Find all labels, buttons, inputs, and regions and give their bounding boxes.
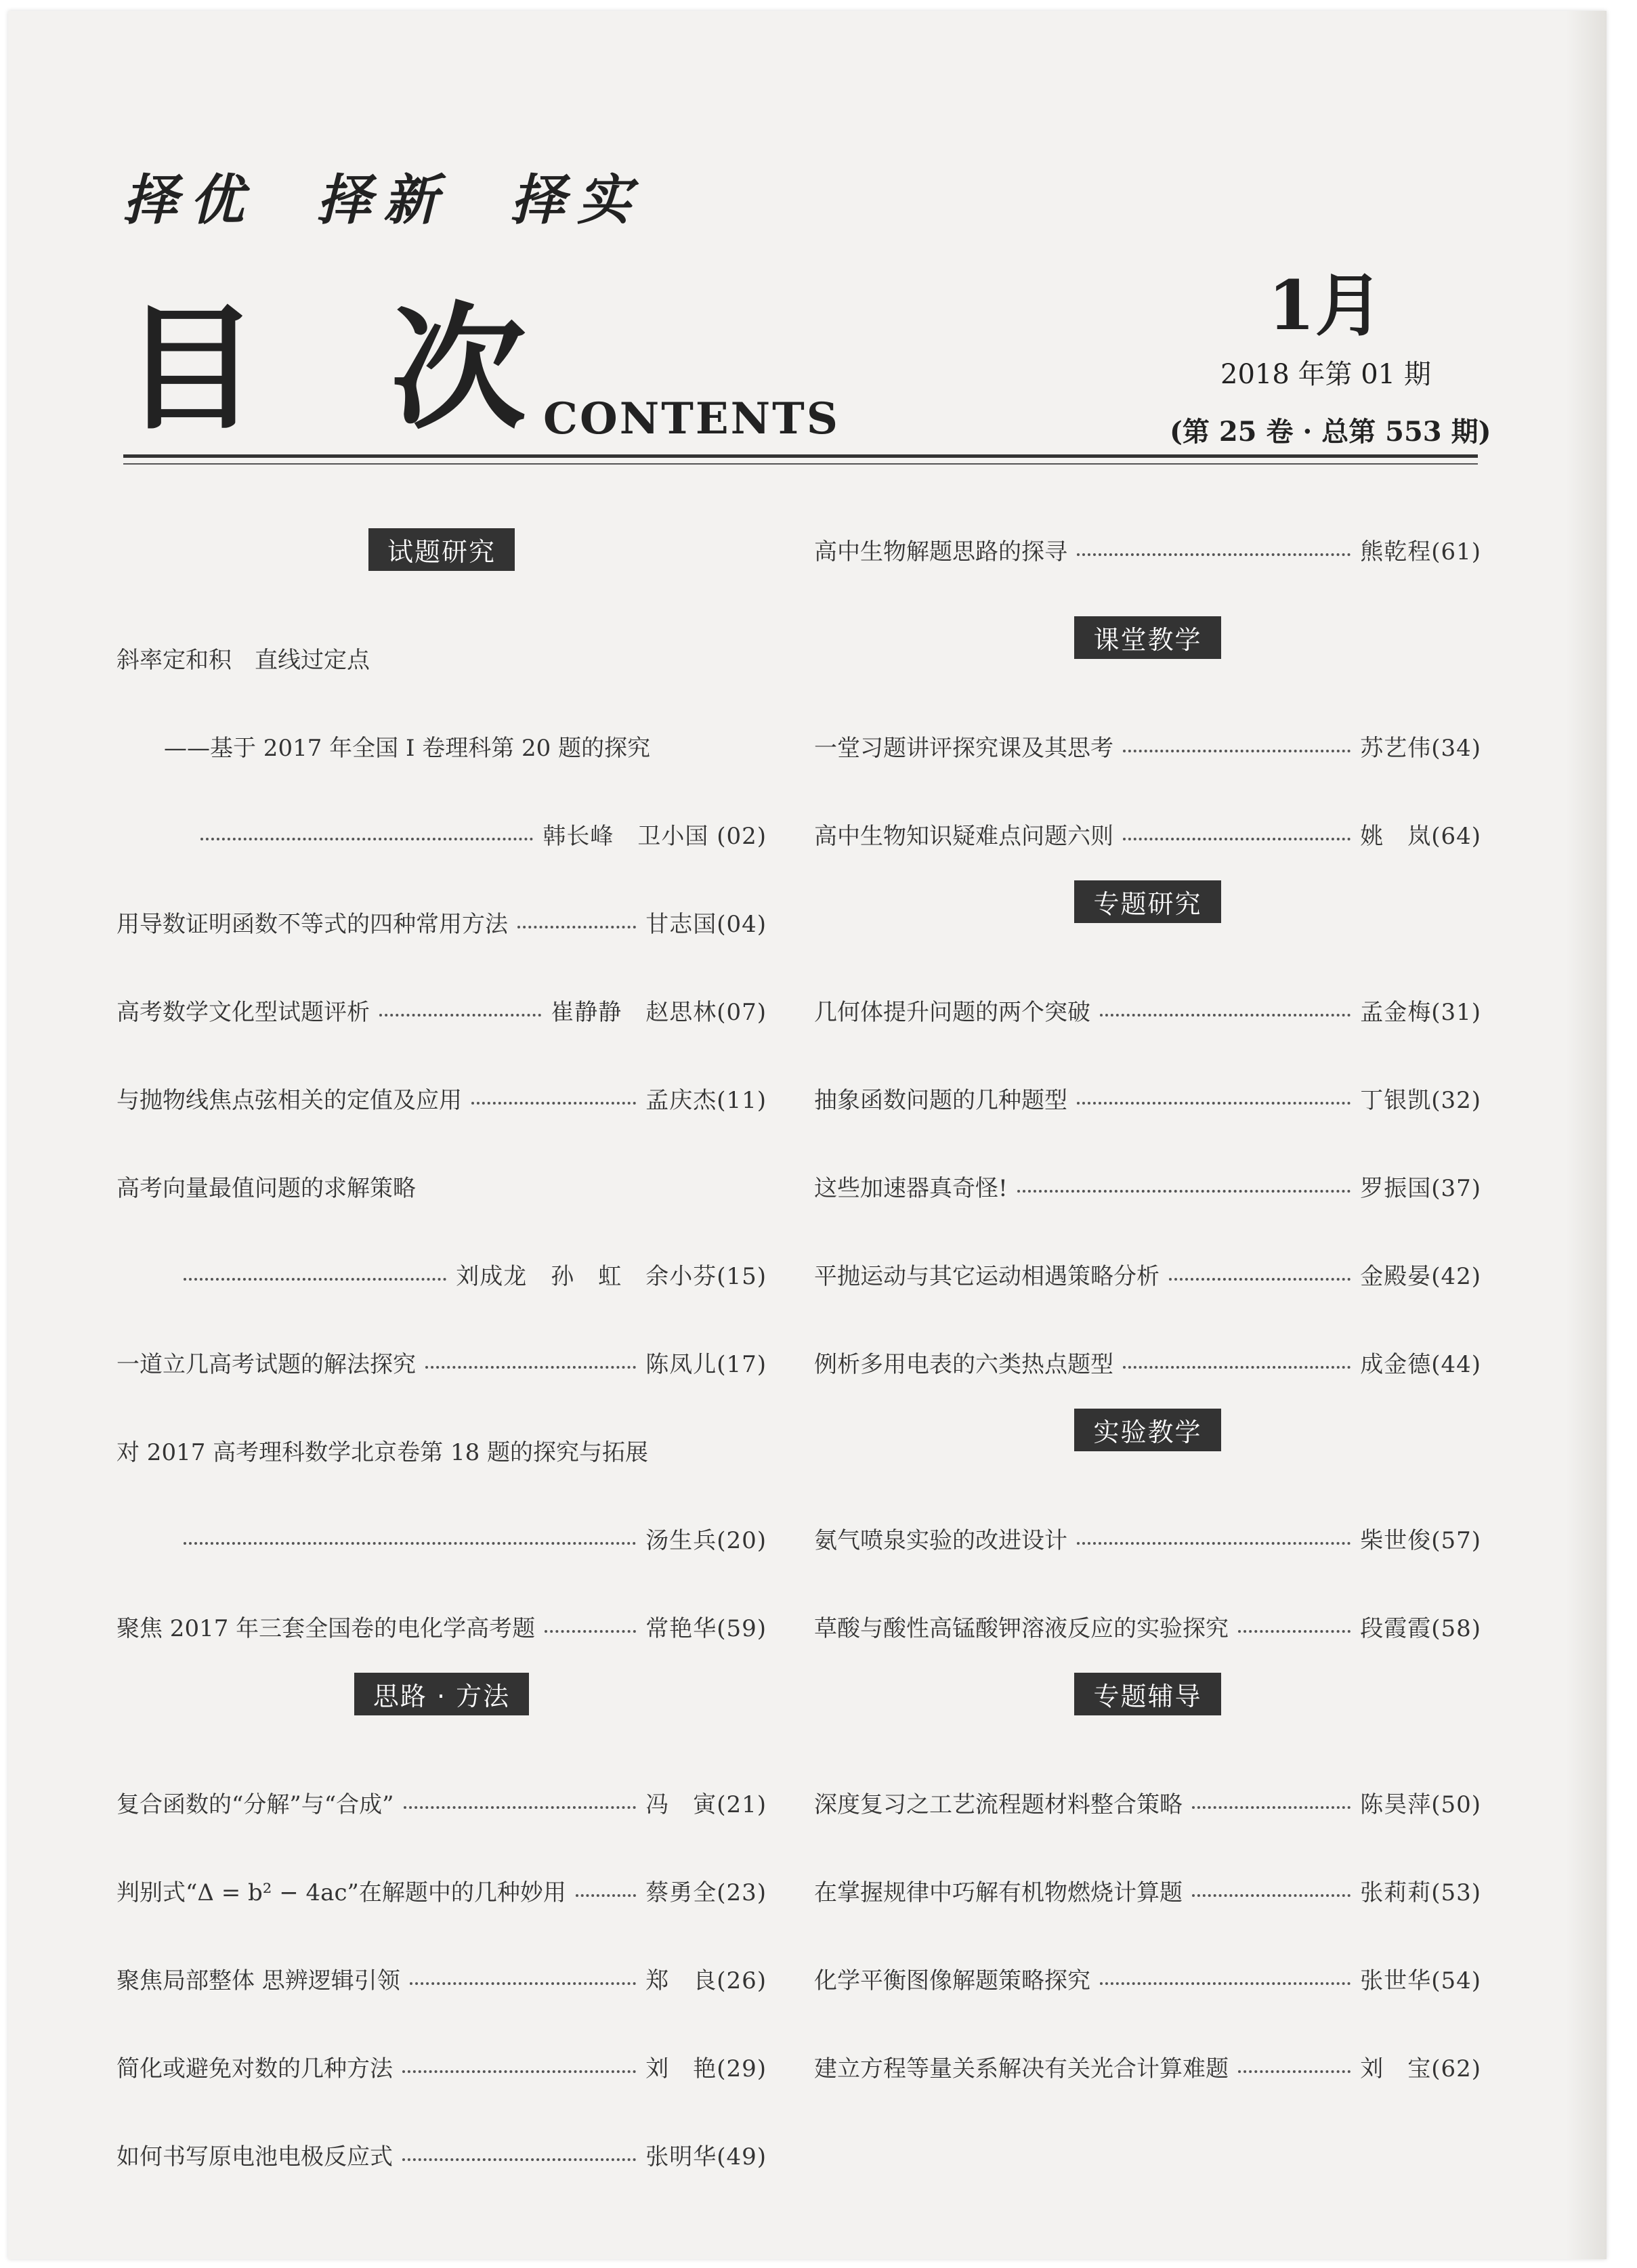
toc-entry-author: 罗振国(37) xyxy=(1360,1174,1481,1202)
toc-entry[interactable] xyxy=(814,1494,1481,1582)
toc-entry[interactable] xyxy=(116,878,767,966)
leader-dots xyxy=(200,838,533,840)
leader-dots xyxy=(1123,838,1351,840)
toc-entry-author: 郑 良(26) xyxy=(645,1967,767,1994)
toc-entry-title: 在掌握规律中巧解有机物燃烧计算题 xyxy=(814,1879,1183,1906)
toc-entry[interactable] xyxy=(116,2022,767,2110)
toc-entry[interactable] xyxy=(116,1406,767,1494)
leader-dots xyxy=(1238,2070,1351,2073)
toc-entry-author: 韩长峰 卫小国 (02) xyxy=(543,822,767,850)
slogan-word-2: 择新 xyxy=(317,168,450,232)
toc-entry[interactable] xyxy=(116,614,767,702)
leader-dots xyxy=(425,1366,636,1369)
toc-entry-title: 聚焦局部整体 思辨逻辑引领 xyxy=(116,1967,400,1994)
toc-entry[interactable] xyxy=(814,526,1481,573)
toc-entry-title: 一道立几高考试题的解法探究 xyxy=(116,1350,416,1378)
leader-dots xyxy=(402,2158,636,2161)
leader-dots xyxy=(1017,1190,1351,1193)
toc-entry-title: 高中生物知识疑难点问题六则 xyxy=(814,822,1113,850)
section-header xyxy=(814,878,1481,925)
toc-entry-title: 例析多用电表的六类热点题型 xyxy=(814,1350,1113,1378)
leader-dots xyxy=(410,1982,636,1985)
section-header xyxy=(116,1670,767,1717)
toc-entry-author: 成金德(44) xyxy=(1360,1350,1481,1378)
toc-entry-title: 与抛物线焦点弦相关的定值及应用 xyxy=(116,1086,462,1114)
toc-entry-author: 孟金梅(31) xyxy=(1360,998,1481,1026)
toc-entry-author: 熊乾程(61) xyxy=(1360,538,1481,565)
toc-entry-author: 蔡勇全(23) xyxy=(645,1879,767,1906)
title-char-2: 次 xyxy=(391,291,527,448)
toc-entry-author: 刘成龙 孙 虹 余小芬(15) xyxy=(456,1262,767,1290)
toc-entry-author: 丁银凯(32) xyxy=(1360,1086,1481,1114)
leader-dots xyxy=(517,926,636,928)
toc-entry[interactable] xyxy=(116,1758,767,1846)
toc-entry-title: 如何书写原电池电极反应式 xyxy=(116,2143,393,2170)
toc-entry-title: 高中生物解题思路的探寻 xyxy=(814,538,1067,565)
toc-entry-author: 柴世俊(57) xyxy=(1360,1526,1481,1554)
toc-entry-author: 张世华(54) xyxy=(1360,1967,1481,1994)
section-badge-ketang: 课堂教学 xyxy=(1074,616,1220,659)
magazine-page xyxy=(8,11,1607,2259)
toc-entry[interactable] xyxy=(814,1054,1481,1142)
toc-entry[interactable] xyxy=(814,1934,1481,2022)
toc-entry[interactable] xyxy=(116,1582,767,1670)
toc-entry[interactable] xyxy=(814,1846,1481,1934)
toc-entry-author: 崔静静 赵思林(07) xyxy=(551,998,767,1026)
toc-entry-title: 聚焦 2017 年三套全国卷的电化学高考题 xyxy=(116,1614,536,1642)
toc-entry-title: 建立方程等量关系解决有关光合计算难题 xyxy=(814,2055,1229,2082)
section-header xyxy=(814,1670,1481,1717)
leader-dots xyxy=(471,1102,636,1105)
toc-entry-title: 复合函数的“分解”与“合成” xyxy=(116,1791,394,1818)
toc-entry-title: 深度复习之工艺流程题材料整合策略 xyxy=(814,1791,1183,1818)
toc-entry-title: 简化或避免对数的几种方法 xyxy=(116,2055,393,2082)
leader-dots xyxy=(1100,1982,1351,1985)
toc-entry-author: 段霞霞(58) xyxy=(1360,1614,1481,1642)
toc-entry-title: 这些加速器真奇怪! xyxy=(814,1174,1008,1202)
leader-dots xyxy=(545,1630,636,1633)
toc-entry-title: 氨气喷泉实验的改进设计 xyxy=(814,1526,1067,1554)
leader-dots xyxy=(1238,1630,1351,1633)
leader-dots xyxy=(1100,1014,1351,1017)
toc-entry[interactable] xyxy=(116,1318,767,1406)
page-fold-shadow xyxy=(1566,11,1607,2259)
toc-entry[interactable] xyxy=(116,1054,767,1142)
toc-entry-title: 平抛运动与其它运动相遇策略分析 xyxy=(814,1262,1160,1290)
leader-dots xyxy=(184,1542,636,1545)
toc-entry-author: 张明华(49) xyxy=(645,2143,767,2170)
toc-entry-author-line xyxy=(116,1494,767,1582)
issue-year: 2018 年第 01 期 xyxy=(1220,359,1431,390)
slogan-word-3: 择实 xyxy=(511,168,643,232)
slogan-word-1: 择优 xyxy=(123,168,256,232)
issue-volume: (第 25 卷 · 总第 553 期) xyxy=(1170,416,1491,448)
toc-entry-author: 陈昊萍(50) xyxy=(1360,1791,1481,1818)
toc-entry-subtitle-text: ——基于 2017 年全国 Ⅰ 卷理科第 20 题的探究 xyxy=(164,734,651,762)
toc-entry-author: 张莉莉(53) xyxy=(1360,1879,1481,1906)
toc-entry[interactable] xyxy=(814,1758,1481,1846)
toc-left-column xyxy=(116,526,767,2198)
toc-entry[interactable] xyxy=(116,1934,767,2022)
toc-entry-author-line xyxy=(116,1230,767,1318)
toc-entry[interactable] xyxy=(814,1142,1481,1230)
toc-entry-title: 几何体提升问题的两个突破 xyxy=(814,998,1090,1026)
toc-entry-author: 孟庆杰(11) xyxy=(645,1086,767,1114)
leader-dots xyxy=(1123,750,1351,752)
toc-entry-title: 斜率定和积 直线过定点 xyxy=(116,646,370,674)
section-badge-fudao: 专题辅导 xyxy=(1074,1673,1220,1715)
toc-entry-author: 陈凤儿(17) xyxy=(645,1350,767,1378)
toc-entry-title: 对 2017 高考理科数学北京卷第 18 题的探究与拓展 xyxy=(116,1438,649,1466)
section-badge-shiyan: 实验教学 xyxy=(1074,1409,1220,1451)
leader-dots xyxy=(184,1278,446,1281)
toc-entry[interactable] xyxy=(814,1230,1481,1318)
section-header xyxy=(814,1406,1481,1453)
toc-entry-title: 抽象函数问题的几种题型 xyxy=(814,1086,1067,1114)
issue-month: 1月 xyxy=(1268,265,1383,345)
leader-dots xyxy=(379,1014,541,1017)
leader-dots xyxy=(404,1806,637,1809)
section-badge-silu: 思路 · 方法 xyxy=(354,1673,529,1715)
leader-dots xyxy=(1169,1278,1351,1281)
section-badge-zhuanti: 专题研究 xyxy=(1074,880,1220,923)
leader-dots xyxy=(1077,1542,1351,1545)
toc-entry[interactable] xyxy=(814,966,1481,1054)
toc-entry-author-line xyxy=(116,790,767,878)
leader-dots xyxy=(402,2070,636,2073)
header-rule-thick xyxy=(123,454,1478,458)
toc-entry-title: 用导数证明函数不等式的四种常用方法 xyxy=(116,910,508,938)
toc-entry-title: 高考数学文化型试题评析 xyxy=(116,998,370,1026)
toc-right-column xyxy=(814,526,1481,2110)
toc-entry-author: 甘志国(04) xyxy=(645,910,767,938)
toc-entry-title: 高考向量最值问题的求解策略 xyxy=(116,1174,416,1202)
title-contents: CONTENTS xyxy=(543,393,840,444)
leader-dots xyxy=(1077,553,1351,556)
section-badge-shiti: 试题研究 xyxy=(368,528,515,571)
header-rule-thin xyxy=(123,463,1478,465)
toc-entry-author: 冯 寅(21) xyxy=(645,1791,767,1818)
toc-entry[interactable] xyxy=(116,1846,767,1934)
toc-entry-title: 草酸与酸性高锰酸钾溶液反应的实验探究 xyxy=(814,1614,1229,1642)
toc-entry-subtitle xyxy=(116,702,767,790)
toc-entry-title: 一堂习题讲评探究课及其思考 xyxy=(814,734,1113,762)
toc-entry-title: 判别式“Δ = b² − 4ac”在解题中的几种妙用 xyxy=(116,1879,566,1906)
toc-entry-author: 刘 艳(29) xyxy=(645,2055,767,2082)
leader-dots xyxy=(576,1894,636,1897)
section-header xyxy=(116,526,767,573)
toc-entry-author: 常艳华(59) xyxy=(645,1614,767,1642)
toc-entry[interactable] xyxy=(814,790,1481,878)
section-header xyxy=(814,614,1481,661)
toc-entry[interactable] xyxy=(116,1142,767,1230)
toc-entry-author: 姚 岚(64) xyxy=(1360,822,1481,850)
leader-dots xyxy=(1192,1806,1351,1809)
toc-entry[interactable] xyxy=(814,1318,1481,1406)
leader-dots xyxy=(1077,1102,1351,1105)
slogan xyxy=(123,156,643,234)
toc-entry[interactable] xyxy=(814,2022,1481,2110)
toc-entry-author: 刘 宝(62) xyxy=(1360,2055,1481,2082)
toc-entry[interactable] xyxy=(814,1582,1481,1670)
toc-entry[interactable] xyxy=(116,2110,767,2198)
toc-entry[interactable] xyxy=(116,966,767,1054)
leader-dots xyxy=(1192,1894,1351,1897)
toc-entry-author: 苏艺伟(34) xyxy=(1360,734,1481,762)
toc-entry[interactable] xyxy=(814,702,1481,790)
leader-dots xyxy=(1123,1366,1351,1369)
toc-entry-title: 化学平衡图像解题策略探究 xyxy=(814,1967,1090,1994)
toc-entry-author: 汤生兵(20) xyxy=(645,1526,767,1554)
toc-entry-author: 金殿晏(42) xyxy=(1360,1262,1481,1290)
title-char-1: 目 xyxy=(123,291,259,448)
